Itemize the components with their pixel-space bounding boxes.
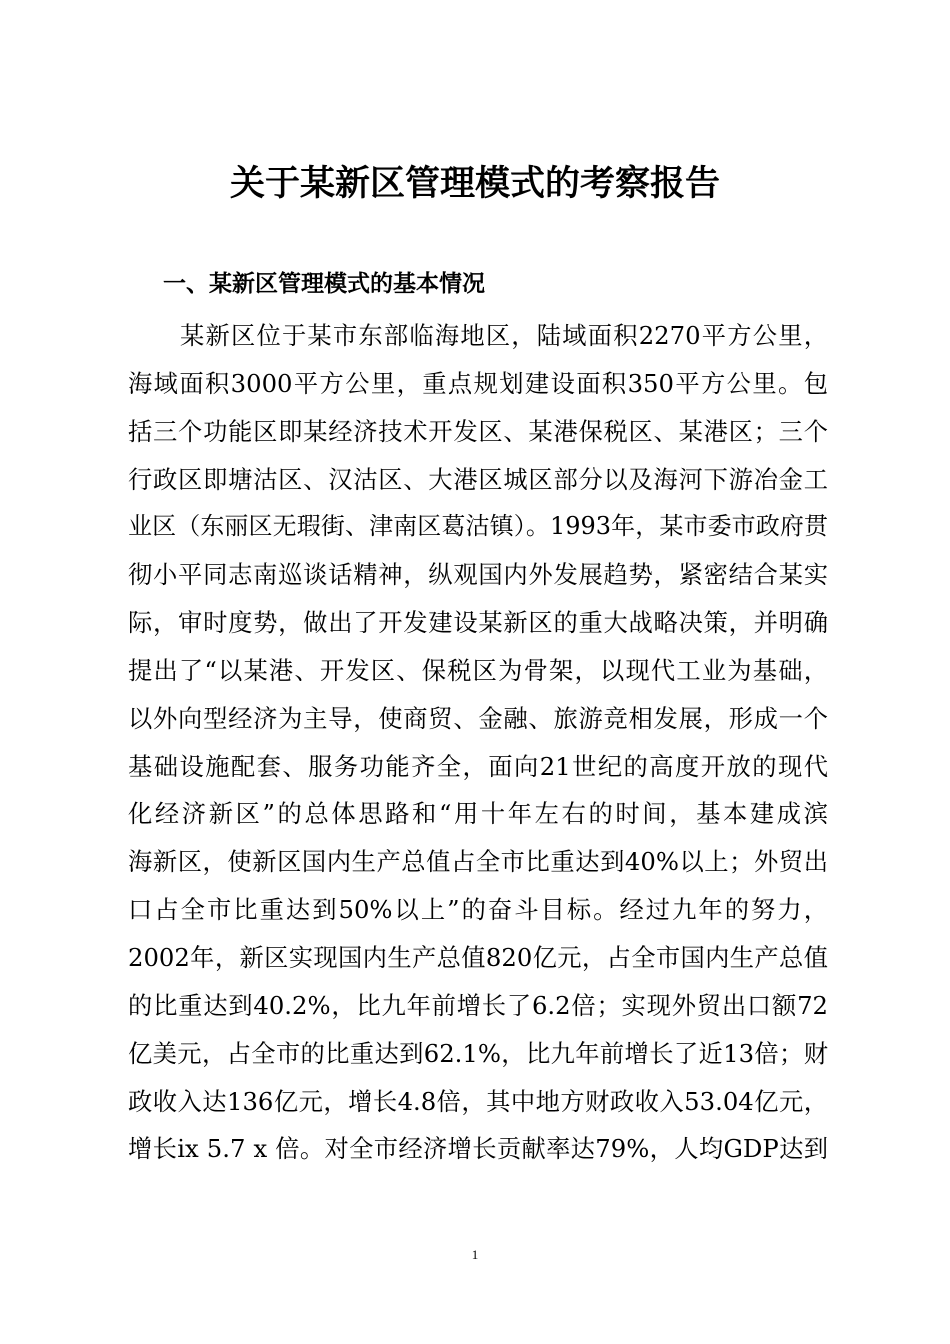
document-title: 关于某新区管理模式的考察报告 [229, 164, 720, 204]
paragraph-line: 业区（东丽区无瑕街、津南区葛沽镇）。1993年，某市委市政府贯 [128, 512, 828, 541]
paragraph-line: 政收入达136亿元，增长4.8倍，其中地方财政收入53.04亿元， [128, 1086, 828, 1116]
paragraph-line: 提出了“以某港、开发区、保税区为骨架，以现代工业为基础， [128, 655, 828, 685]
paragraph-line: 海域面积3000平方公里，重点规划建设面积350平方公里。包 [128, 368, 828, 398]
paragraph-line: 某新区位于某市东部临海地区，陆域面积2270平方公里， [180, 321, 828, 350]
paragraph-line: 海新区，使新区国内生产总值占全市比重达到40%以上；外贸出 [128, 847, 828, 877]
paragraph-line: 际，审时度势，做出了开发建设某新区的重大战略决策，并明确 [128, 608, 828, 638]
paragraph-line: 的比重达到40.2%，比九年前增长了6.2倍；实现外贸出口额72 [128, 990, 828, 1020]
body-paragraph [128, 312, 828, 1173]
page-number: 1 [471, 1247, 479, 1262]
paragraph-line: 2002年，新区实现国内生产总值820亿元，占全市国内生产总值 [128, 942, 828, 972]
paragraph-line: 化经济新区”的总体思路和“用十年左右的时间，基本建成滨 [128, 799, 828, 829]
paragraph-line: 口占全市比重达到50%以上”的奋斗目标。经过九年的努力， [128, 895, 828, 925]
paragraph-line: 增长ix 5.7 x 倍。对全市经济增长贡献率达79%，人均GDP达到 [128, 1134, 828, 1164]
paragraph-line: 亿美元，占全市的比重达到62.1%，比九年前增长了近13倍；财 [128, 1038, 828, 1068]
paragraph-line: 彻小平同志南巡谈话精神，纵观国内外发展趋势，紧密结合某实 [128, 560, 828, 590]
paragraph-line: 基础设施配套、服务功能齐全，面向21世纪的高度开放的现代 [128, 751, 828, 781]
section-heading: 一、某新区管理模式的基本情况 [163, 271, 485, 297]
paragraph-line: 行政区即塘沽区、汉沽区、大港区城区部分以及海河下游冶金工 [128, 464, 828, 494]
paragraph-line: 括三个功能区即某经济技术开发区、某港保税区、某港区；三个 [128, 416, 828, 446]
paragraph-line: 以外向型经济为主导，使商贸、金融、旅游竞相发展，形成一个 [128, 703, 828, 733]
